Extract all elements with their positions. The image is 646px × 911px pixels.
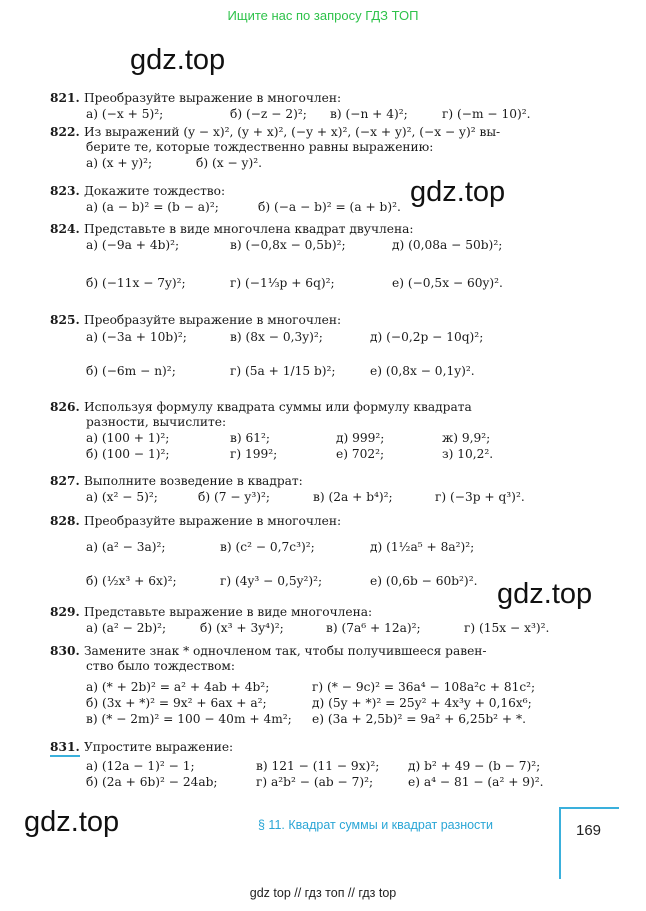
exercise-item: д) (−0,2p − 10q)²;: [370, 330, 484, 344]
exercise-item: г) 199²;: [230, 447, 278, 461]
watermark-2: gdz.top: [410, 176, 506, 208]
exercise-item: а) (−x + 5)²;: [86, 107, 164, 121]
exercise-item: разности, вычислите:: [86, 415, 227, 429]
exercise-heading: 824. Представьте в виде многочлена квадрат двучлена:: [50, 222, 414, 236]
exercise-item: ж) 9,9²;: [442, 431, 491, 445]
exercise-item: е) (3a + 2,5b)² = 9a² + 6,25b² + *.: [312, 712, 526, 726]
exercise-heading: 826. Используя формулу квадрата суммы или формулу квадрата: [50, 400, 472, 414]
exercise-item: в) (* − 2m)² = 100 − 40m + 4m²;: [86, 712, 292, 726]
exercise-item: б) (100 − 1)²;: [86, 447, 170, 461]
exercise-item: б) (x − y)².: [196, 156, 262, 170]
exercise-heading: 823. Докажите тождество:: [50, 184, 226, 198]
exercise-item: в) (−0,8x − 0,5b)²;: [230, 238, 346, 252]
exercise-item: г) (15x − x³)².: [464, 621, 550, 635]
exercise-item: в) (c² − 0,7c³)²;: [220, 540, 315, 554]
exercise-item: б) (−11x − 7y)²;: [86, 276, 186, 290]
exercise-item: г) (−1⅓p + 6q)²;: [230, 276, 335, 290]
exercise-item: д) (1½a⁵ + 8a²)²;: [370, 540, 475, 554]
exercise-item: б) (−a − b)² = (a + b)².: [258, 200, 401, 214]
exercise-item: б) (2a + 6b)² − 24ab;: [86, 775, 218, 789]
exercise-item: е) (0,8x − 0,1y)².: [370, 364, 475, 378]
page-corner-rule-vertical: [559, 807, 561, 879]
exercise-item: в) (8x − 0,3y)²;: [230, 330, 323, 344]
exercise-item: д) b² + 49 − (b − 7)²;: [408, 759, 541, 773]
exercise-item: а) (−3a + 10b)²;: [86, 330, 187, 344]
exercise-heading: 827. Выполните возведение в квадрат:: [50, 474, 303, 488]
exercise-item: г) (−3p + q³)².: [435, 490, 525, 504]
watermark-3: gdz.top: [497, 578, 593, 610]
exercise-item: в) 121 − (11 − 9x)²;: [256, 759, 380, 773]
exercise-item: г) a²b² − (ab − 7)²;: [256, 775, 374, 789]
exercise-item: б) (−z − 2)²;: [230, 107, 307, 121]
exercise-item: б) (7 − y³)²;: [198, 490, 270, 504]
exercise-item: а) (100 + 1)²;: [86, 431, 170, 445]
exercise-item: е) a⁴ − 81 − (a² + 9)².: [408, 775, 544, 789]
exercise-heading: 822. Из выражений (y − x)², (y + x)², (−y + x)², (−x + y)², (−x − y)² вы-: [50, 125, 501, 139]
exercise-item: б) (x³ + 3y⁴)²;: [200, 621, 284, 635]
exercise-item: а) (−9a + 4b)²;: [86, 238, 180, 252]
section-title: § 11. Квадрат суммы и квадрат разности: [258, 818, 494, 832]
exercise-item: ство было тождеством:: [86, 659, 235, 673]
exercise-item: д) 999²;: [336, 431, 385, 445]
exercise-item: в) 61²;: [230, 431, 270, 445]
exercise-item: е) 702²;: [336, 447, 385, 461]
exercise-heading: 829. Представьте выражение в виде многочлена:: [50, 605, 373, 619]
exercise-heading: 825. Преобразуйте выражение в многочлен:: [50, 313, 342, 327]
exercise-item: а) (a² − 3a)²;: [86, 540, 166, 554]
exercise-heading: 830. Замените знак * одночленом так, чтобы получившееся равен-: [50, 644, 487, 658]
exercise-item: б) (−6m − n)²;: [86, 364, 176, 378]
exercise-item: а) (a − b)² = (b − a)²;: [86, 200, 219, 214]
exercise-item: б) (3x + *)² = 9x² + 6ax + a²;: [86, 696, 267, 710]
exercise-item: а) (* + 2b)² = a² + 4ab + 4b²;: [86, 680, 270, 694]
exercise-item: г) (4y³ − 0,5y²)²;: [220, 574, 323, 588]
exercise-item: в) (7a⁶ + 12a)²;: [326, 621, 421, 635]
top-banner: Ищите нас по запросу ГДЗ ТОП: [227, 8, 419, 23]
exercise-item: б) (½x³ + 6x)²;: [86, 574, 177, 588]
exercise-item: е) (0,6b − 60b²)².: [370, 574, 478, 588]
exercise-item: д) (0,08a − 50b)²;: [392, 238, 503, 252]
exercise-item: а) (x² − 5)²;: [86, 490, 158, 504]
exercise-item: в) (−n + 4)²;: [330, 107, 408, 121]
exercise-heading: 831. Упростите выражение:: [50, 740, 234, 754]
exercise-item: а) (x + y)²;: [86, 156, 153, 170]
watermark-1: gdz.top: [130, 44, 226, 76]
exercise-item: берите те, которые тождественно равны выражению:: [86, 140, 434, 154]
bottom-watermark-links: gdz top // гдз топ // гдз top: [249, 886, 397, 900]
exercise-item: в) (2a + b⁴)²;: [313, 490, 393, 504]
exercise-831-underline: [50, 755, 80, 757]
page-corner-rule-horizontal: [559, 807, 619, 809]
exercise-item: е) (−0,5x − 60y)².: [392, 276, 503, 290]
exercise-item: д) (5y + *)² = 25y² + 4x³y + 0,16x⁶;: [312, 696, 532, 710]
exercise-item: а) (a² − 2b)²;: [86, 621, 167, 635]
exercise-item: г) (−m − 10)².: [442, 107, 531, 121]
exercise-heading: 821. Преобразуйте выражение в многочлен:: [50, 91, 342, 105]
exercise-heading: 828. Преобразуйте выражение в многочлен:: [50, 514, 342, 528]
exercise-item: г) (* − 9c)² = 36a⁴ − 108a²c + 81c²;: [312, 680, 536, 694]
exercise-item: а) (12a − 1)² − 1;: [86, 759, 195, 773]
exercise-item: з) 10,2².: [442, 447, 494, 461]
exercise-item: г) (5a + 1/15 b)²;: [230, 364, 336, 378]
watermark-4: gdz.top: [24, 806, 120, 838]
page-number: 169: [576, 822, 602, 839]
